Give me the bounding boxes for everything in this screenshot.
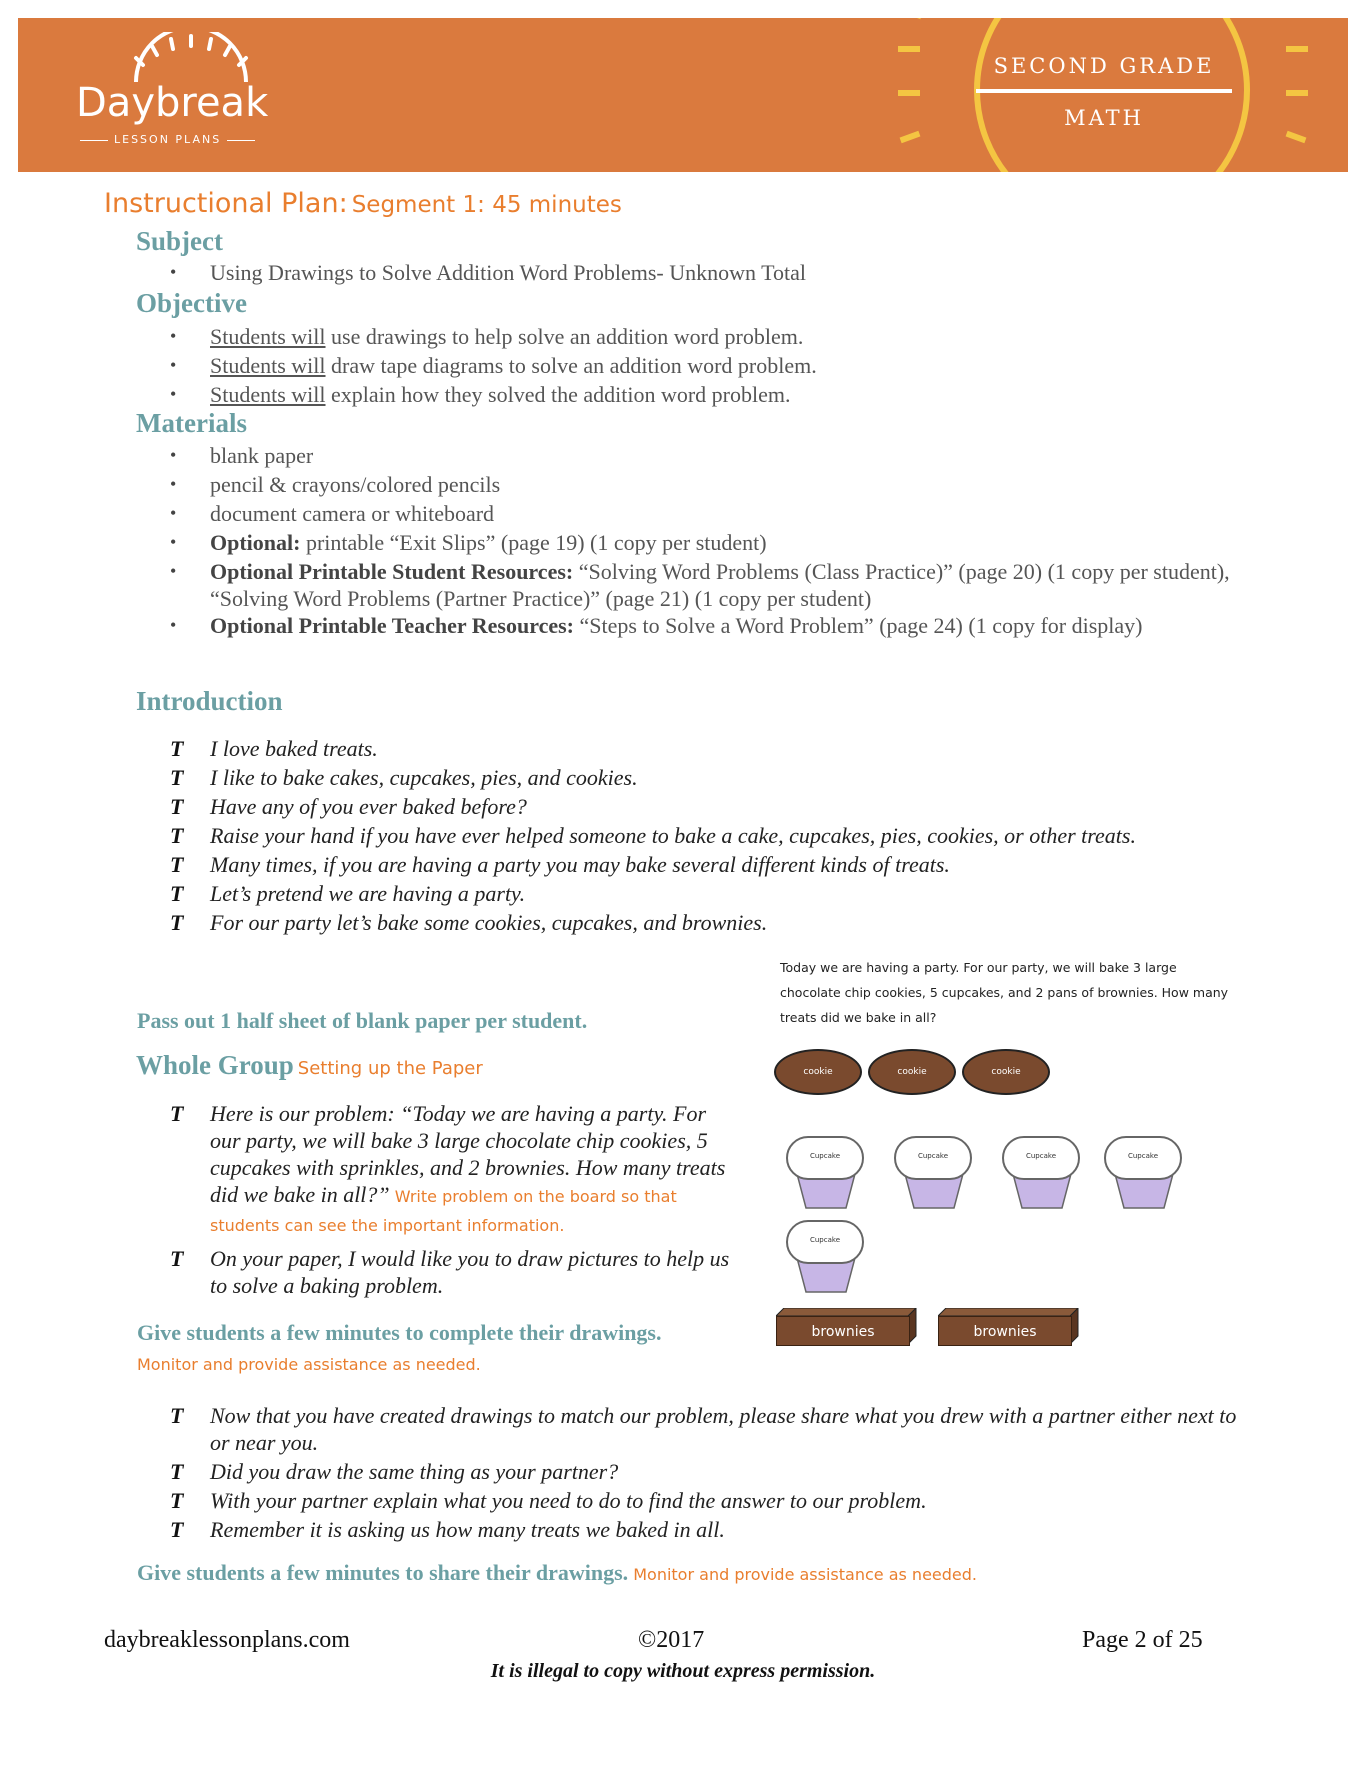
cupcake-drawing: Cupcake <box>894 1136 972 1212</box>
cookie-drawing: cookie <box>962 1049 1050 1095</box>
teacher-line: T On your paper, I would like you to draw pictures to help us to solve a baking problem. <box>170 1246 730 1298</box>
teacher-line: T Did you draw the same thing as your partner? <box>170 1459 619 1484</box>
whole-group-lines <box>137 1100 737 1299</box>
sunrise-logo-icon <box>116 32 266 84</box>
grade-label: SECOND GRADE <box>993 54 1215 78</box>
subject-list <box>137 259 1237 286</box>
list-item: • blank paper <box>137 442 1252 469</box>
objective-heading: Objective <box>136 288 247 318</box>
objective-list <box>137 322 1237 409</box>
grade-divider <box>976 89 1232 93</box>
cupcake-drawing: Cupcake <box>1104 1136 1182 1212</box>
cupcake-drawing: Cupcake <box>786 1220 864 1296</box>
teacher-line: T Remember it is asking us how many treats we baked in all. <box>170 1517 725 1542</box>
teacher-line: T Have any of you ever baked before? <box>170 794 527 819</box>
introduction-heading: Introduction <box>136 686 283 716</box>
list-item: • document camera or whiteboard <box>137 500 1252 527</box>
pass-out-instruction: Pass out 1 half sheet of blank paper per student. <box>137 1008 588 1033</box>
plan-title: Instructional Plan: Segment 1: 45 minutes <box>104 188 622 219</box>
list-item: • Students will explain how they solved the addition word problem. <box>137 380 1237 409</box>
share-instruction: Give students a few minutes to share their drawings. Monitor and provide assistance as needed. <box>137 1560 977 1585</box>
list-item: • Optional Printable Student Resources: “Solving Word Problems (Class Practice)” (page 20) (1 copy per student), “Solving Word Problems (Partner Practice)” (page 21) (1 copy per student) <box>137 558 1252 612</box>
footer-page-number: Page 2 of 25 <box>1082 1627 1203 1653</box>
teacher-line: T Now that you have created drawings to match our problem, please share what you drew with a partner either next to or near you. <box>170 1403 1237 1455</box>
teacher-line: T With your partner explain what you need to do to find the answer to our problem. <box>170 1488 927 1513</box>
materials-heading: Materials <box>136 408 247 438</box>
materials-list <box>137 442 1252 639</box>
header-banner <box>18 18 1348 172</box>
teacher-line: T Let’s pretend we are having a party. <box>170 881 526 906</box>
cupcake-drawing: Cupcake <box>1002 1136 1080 1212</box>
list-item: • Using Drawings to Solve Addition Word Problems- Unknown Total <box>137 259 1237 286</box>
teacher-line: T I like to bake cakes, cupcakes, pies, and cookies. <box>170 765 638 790</box>
problem-text: Today we are having a party. For our party, we will bake 3 large chocolate chip cookies, 5 cupcakes, and 2 pans of brownies. How many treats did we bake in all? <box>780 960 1229 1025</box>
partner-lines <box>137 1402 1237 1543</box>
introduction-lines <box>137 735 1217 936</box>
segment-label: Segment 1: 45 minutes <box>351 192 622 218</box>
subject-heading: Subject <box>136 226 223 256</box>
teacher-line: T Raise your hand if you have ever helped someone to bake a cake, cupcakes, pies, cookies, or other treats. <box>170 823 1136 848</box>
logo-subtitle: LESSON PLANS <box>80 133 255 146</box>
teacher-line: T Many times, if you are having a party you may bake several different kinds of treats. <box>170 852 950 877</box>
whole-group-heading: Whole Group Setting up the Paper <box>136 1050 483 1080</box>
logo-wordmark: Daybreak <box>76 80 269 126</box>
cookie-drawing: cookie <box>774 1049 862 1095</box>
footer-copyright: ©2017 <box>638 1627 705 1653</box>
sun-icon <box>878 18 1348 172</box>
board-note: Write problem on the board so that students can see the important information. <box>210 1187 677 1235</box>
list-item: • Optional Printable Teacher Resources: “Steps to Solve a Word Problem” (page 24) (1 copy for display) <box>137 612 1252 639</box>
teacher-line: T I love baked treats. <box>170 736 378 761</box>
footer-site: daybreaklessonplans.com <box>104 1627 350 1653</box>
teacher-line: T Here is our problem: “Today we are having a party. For our party, we will bake 3 large chocolate chip cookies, 5 cupcakes with sprinkles, and 2 brownies. How many treats did we bake in all?” Write problem on the board so that students can see the important information. <box>170 1101 726 1235</box>
list-item: • Optional: printable “Exit Slips” (page 19) (1 copy per student) <box>137 529 1252 556</box>
list-item: • Students will draw tape diagrams to solve an addition word problem. <box>137 351 1237 380</box>
list-item: • pencil & crayons/colored pencils <box>137 471 1252 498</box>
whole-group-subheading: Setting up the Paper <box>297 1058 483 1079</box>
cookie-drawing: cookie <box>868 1049 956 1095</box>
list-item: • Students will use drawings to help solve an addition word problem. <box>137 322 1237 351</box>
drawing-instruction: Give students a few minutes to complete their drawings. Monitor and provide assistance as needed. <box>137 1320 662 1374</box>
subject-label: MATH <box>1064 106 1144 130</box>
footer-legal-note: It is illegal to copy without express permission. <box>490 1660 876 1682</box>
cupcake-drawing: Cupcake <box>786 1136 864 1212</box>
teacher-line: T For our party let’s bake some cookies, cupcakes, and brownies. <box>170 910 768 935</box>
